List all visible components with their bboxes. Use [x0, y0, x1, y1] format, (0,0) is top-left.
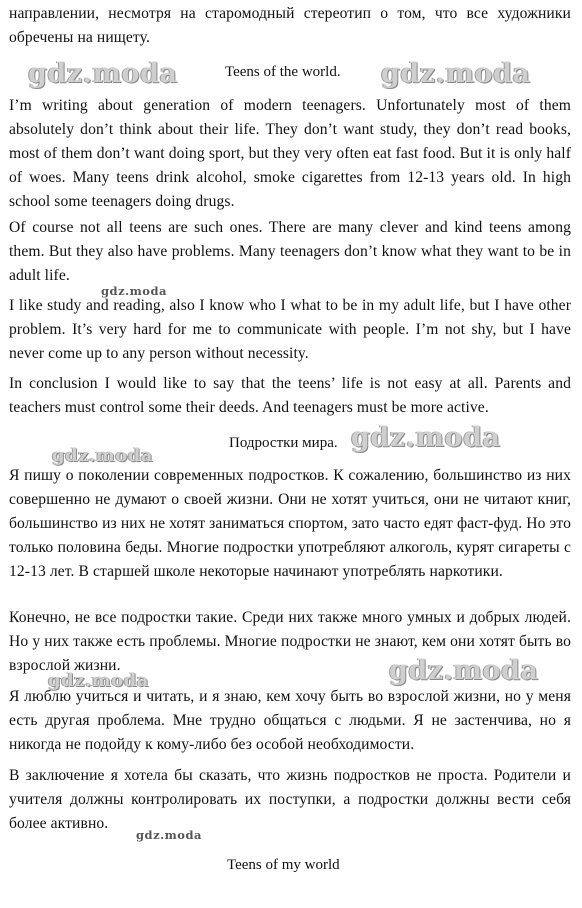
watermark-logo: gdz.moda	[381, 58, 531, 89]
english-paragraph-1: I’m writing about generation of modern teenagers. Unfortunately most of them absolutely don’t think about their life. They don’t want study, they don’t read books, most of them don’t want doing sport, but they very often eat fast food. But it is only half of woes. Many teens drink alcohol, smoke cigarettes from 12-13 years old. In high school some teenagers doing drugs.	[9, 97, 571, 210]
russian-paragraph-3: Я люблю учиться и читать, и я знаю, кем хочу быть во взрослой жизни, но у меня есть другая проблема. Мне трудно общаться с людьми. Я не застенчива, но я никогда не подойду к кому-либо без особой необходимости.	[9, 688, 571, 753]
watermark-logo: gdz.moda	[28, 58, 178, 89]
russian-paragraph-4: В заключение я хотела бы сказать, что жизнь подростков не проста. Родители и учителя должны контролировать их поступки, а подростки должны вести себя более активно.	[9, 767, 571, 832]
english-paragraph-2: Of course not all teens are such ones. There are many clever and kind teens among them. But they also have problems. Many teenagers don’t know what they want to be in adult life.	[9, 219, 571, 284]
intro-paragraph: направлении, несмотря на старомодный стереотип о том, что все художники обречены на нищету.	[9, 5, 571, 46]
watermark-logo: gdz.moda	[136, 828, 202, 842]
english-paragraph-4: In conclusion I would like to say that the teens’ life is not easy at all. Parents and teachers must control some their deeds. And teenagers must be more active.	[9, 375, 571, 416]
watermark-logo: gdz.moda	[389, 655, 539, 686]
footer-title: Teens of my world	[227, 857, 340, 873]
watermark-logo: gdz.moda	[48, 670, 149, 691]
watermark-logo: gdz.moda	[52, 445, 153, 466]
russian-paragraph-2: Конечно, не все подростки такие. Среди них также много умных и добрых людей. Но у них также есть проблемы. Многие подростки не знают, кем они хотят быть во взрослой жизни.	[9, 609, 571, 674]
russian-paragraph-1: Я пишу о поколении современных подростков. К сожалению, большинство из них совершенно не думают о своей жизни. Они не хотят учиться, они не читают книг, большинство из них не хотят заниматься спортом, зато часто едят фаст-фуд. Но это только половина беды. Многие подростки употребляют алкоголь, курят сигареты с 12-13 лет. В старшей школе некоторые начинают употреблять наркотики.	[9, 467, 571, 580]
english-paragraph-3: I like study and reading, also I know who I what to be in my adult life, but I have other problem. It’s very hard for me to communicate with people. I’m not shy, but I have never come up to any person without necessity.	[9, 297, 571, 362]
watermark-logo: gdz.moda	[351, 422, 501, 453]
watermark-logo: gdz.moda	[101, 284, 167, 298]
english-title: Teens of the world.	[225, 64, 341, 80]
russian-title: Подростки мира.	[229, 435, 338, 451]
